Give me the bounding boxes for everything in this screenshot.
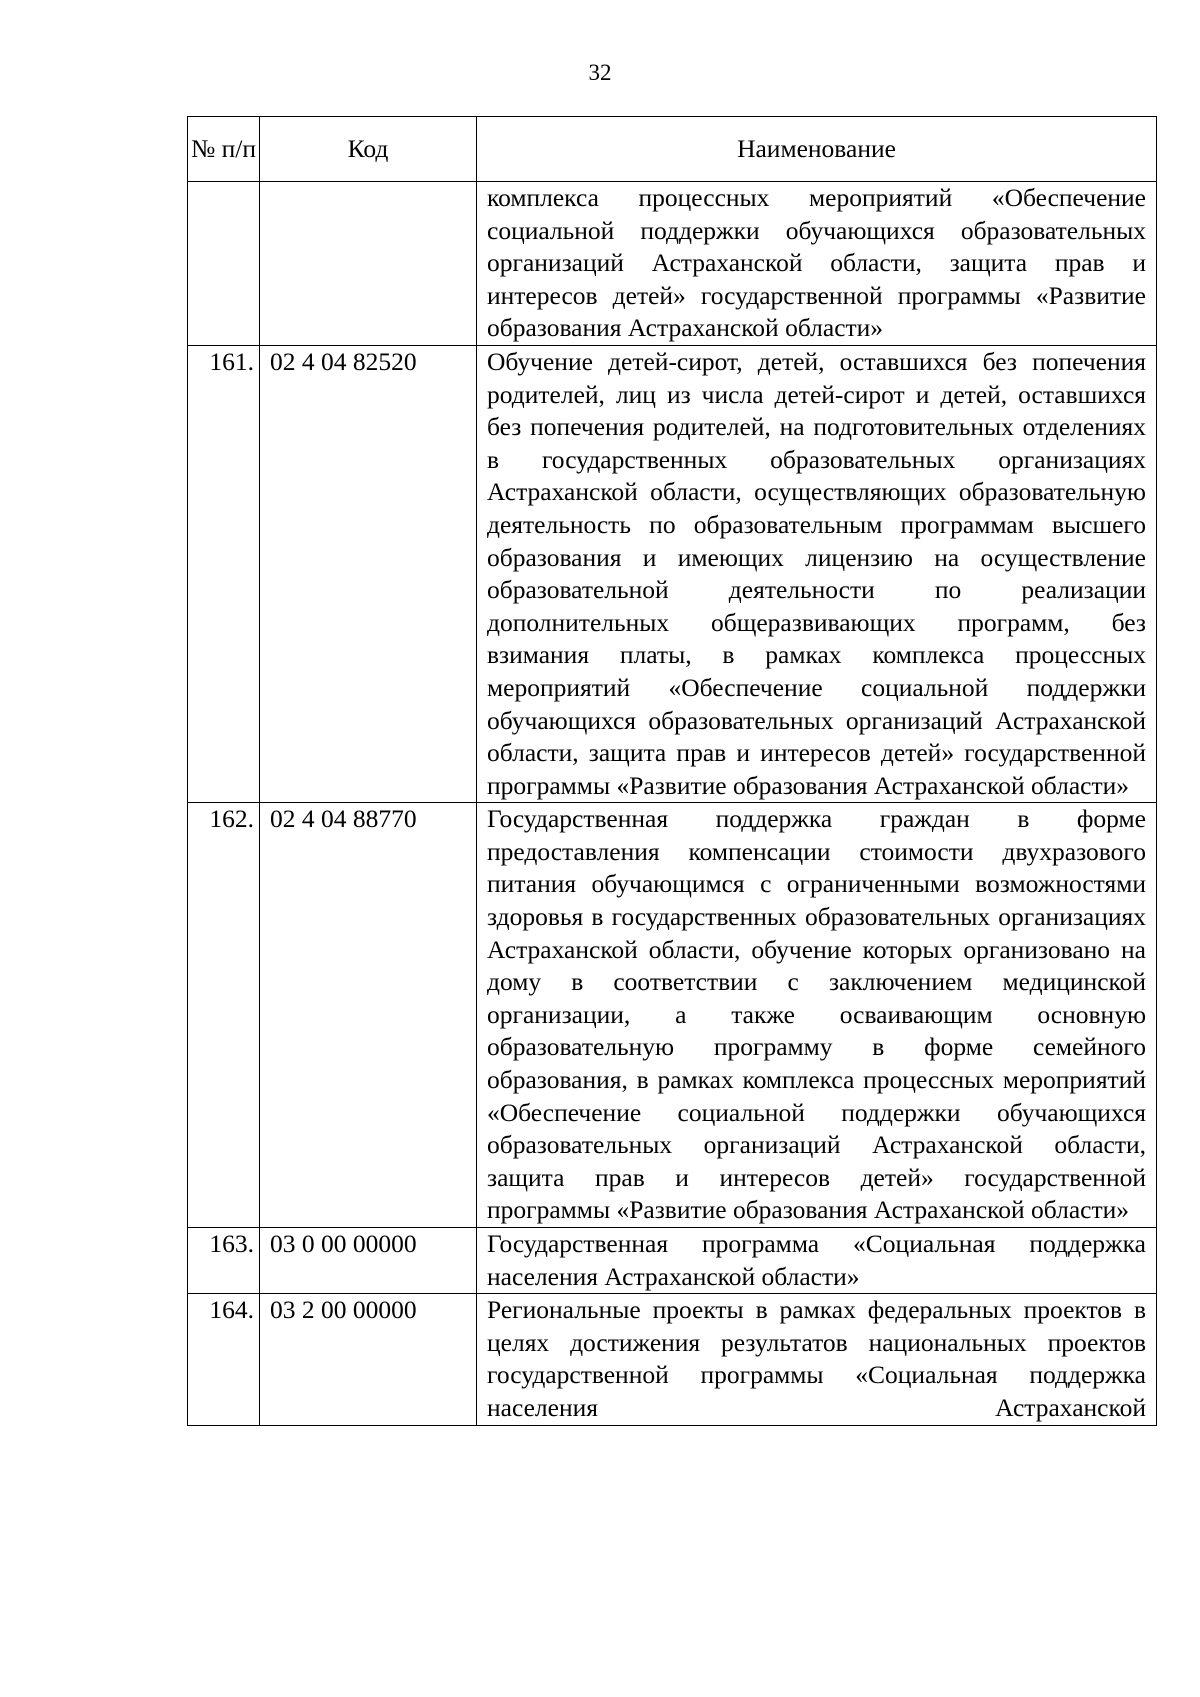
table-row [188, 182, 1157, 346]
row-code: 03 2 00 00000 [260, 1294, 477, 1425]
row-code: 02 4 04 82520 [260, 345, 477, 802]
row-code [260, 182, 477, 346]
classification-table [187, 116, 1157, 1426]
row-name: Государственная программа «Социальная поддержка населения Астраханской области» [477, 1228, 1157, 1294]
row-name: комплекса процессных мероприятий «Обеспечение социальной поддержки обучающихся образовательных организаций Астраханской области, защита прав и интересов детей» государственной программы «Развитие образования Астраханской области» [477, 182, 1157, 346]
header-name: Наименование [477, 117, 1157, 182]
table-row [188, 1228, 1157, 1294]
table-row [188, 1294, 1157, 1425]
row-name: Обучение детей-сирот, детей, оставшихся без попечения родителей, лиц из числа детей-сирот и детей, оставшихся без попечения родителей, на подготовительных отделениях в государственных образовательных организациях Астраханской области, осуществляющих образовательную деятельность по образовательным программам высшего образования и имеющих лицензию на осуществление образовательной деятельности по реализации дополнительных общеразвивающих программ, без взимания платы, в рамках комплекса процессных мероприятий «Обеспечение социальной поддержки обучающихся образовательных организаций Астраханской области, защита прав и интересов детей» государственной программы «Развитие образования Астраханской области» [477, 345, 1157, 802]
row-num: 164. [188, 1294, 260, 1425]
table-row [188, 345, 1157, 802]
row-code: 02 4 04 88770 [260, 803, 477, 1228]
header-num: № п/п [188, 117, 260, 182]
row-num: 161. [188, 345, 260, 802]
row-name: Региональные проекты в рамках федеральных проектов в целях достижения результатов национальных проектов государственной программы «Социальная поддержка населения Астраханской [477, 1294, 1157, 1425]
row-num [188, 182, 260, 346]
table-header-row [188, 117, 1157, 182]
table-row [188, 803, 1157, 1228]
page-number: 32 [588, 60, 612, 85]
row-code: 03 0 00 00000 [260, 1228, 477, 1294]
header-code: Код [260, 117, 477, 182]
row-num: 163. [188, 1228, 260, 1294]
row-num: 162. [188, 803, 260, 1228]
row-name: Государственная поддержка граждан в форме предоставления компенсации стоимости двухразового питания обучающимся с ограниченными возможностями здоровья в государственных образовательных организациях Астраханской области, обучение которых организовано на дому в соответствии с заключением медицинской организации, а также осваивающим основную образовательную программу в форме семейного образования, в рамках комплекса процессных мероприятий «Обеспечение социальной поддержки обучающихся образовательных организаций Астраханской области, защита прав и интересов детей» государственной программы «Развитие образования Астраханской области» [477, 803, 1157, 1228]
